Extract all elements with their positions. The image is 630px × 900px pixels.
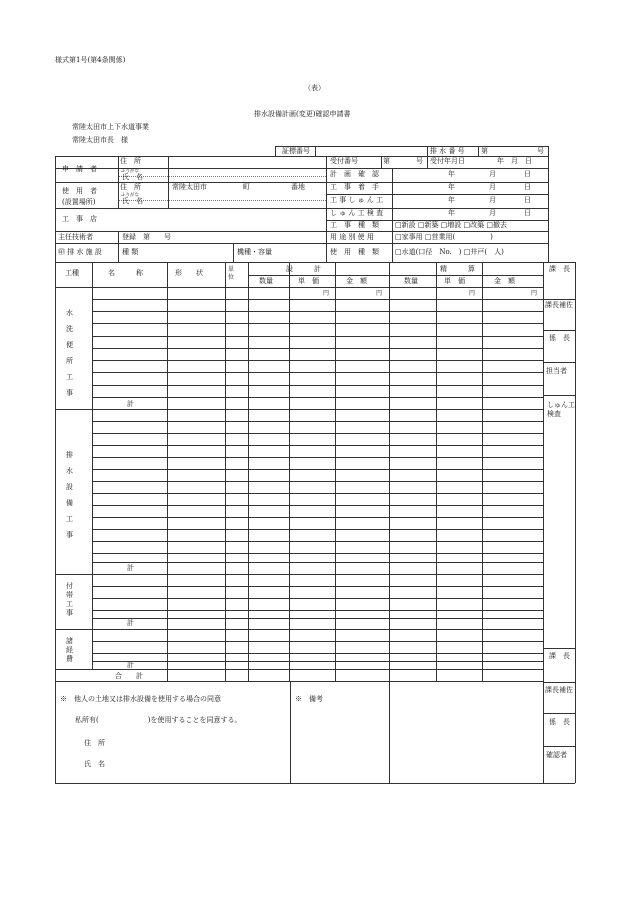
applicant-label: 申 請 者 bbox=[62, 165, 97, 173]
table-rule bbox=[92, 445, 543, 446]
design-amount: 金 額 bbox=[346, 277, 367, 285]
drain-number-go: 号 bbox=[537, 147, 544, 155]
table-rule bbox=[92, 336, 543, 337]
addressee-line1: 常陸太田市上下水道事業 bbox=[72, 123, 149, 131]
col-name: 名 称 bbox=[108, 269, 143, 277]
table-rule bbox=[225, 262, 226, 681]
table-rule bbox=[55, 669, 543, 670]
stamp-person-in-charge: 担当者 bbox=[546, 367, 567, 375]
work-type-options[interactable]: □新設 □新築 □増設 □改築 □撤去 bbox=[395, 221, 507, 229]
plan-confirm-label: 計 画 確 認 bbox=[330, 170, 379, 178]
settle-amount-yen: 円 bbox=[531, 290, 538, 297]
table-rule bbox=[92, 385, 543, 386]
table-rule bbox=[248, 262, 249, 681]
design-qty: 数量 bbox=[259, 277, 273, 285]
table-rule bbox=[543, 713, 575, 714]
table-rule bbox=[543, 682, 575, 683]
applicant-address-label: 住 所 bbox=[120, 157, 141, 165]
col-work-type: 工種 bbox=[65, 269, 79, 277]
user-city: 常陸太田市 bbox=[172, 183, 207, 191]
table-rule bbox=[436, 262, 437, 681]
stamp-chief-top: 課 長 bbox=[549, 265, 570, 273]
stamp-chief-bottom: 課 長 bbox=[549, 652, 570, 660]
table-rule bbox=[543, 362, 575, 363]
drain-facility-label: ㊞ 排 水 施 設 bbox=[58, 248, 102, 256]
settle-unit-price: 単 価 bbox=[444, 277, 465, 285]
section-incidental-work: 付帯工事 bbox=[66, 582, 73, 617]
settle-amount: 金 額 bbox=[494, 277, 515, 285]
facility-kind-label: 種 類 bbox=[122, 248, 139, 256]
table-rule bbox=[92, 586, 543, 587]
table-rule bbox=[92, 469, 543, 470]
table-rule bbox=[543, 395, 575, 396]
plan-confirm-year: 年 bbox=[448, 170, 455, 178]
table-rule bbox=[335, 262, 336, 681]
remarks-label: ※ 備考 bbox=[295, 695, 323, 703]
table-rule bbox=[290, 681, 291, 783]
subtotal-toilet: 計 bbox=[127, 400, 134, 408]
usage-purpose-label: 用 途 別 使 用 bbox=[330, 233, 374, 241]
user-town: 町 bbox=[243, 183, 250, 191]
table-rule bbox=[543, 299, 575, 300]
table-rule bbox=[543, 746, 575, 747]
table-rule bbox=[92, 493, 543, 494]
table-rule bbox=[248, 275, 389, 276]
table-rule bbox=[543, 648, 575, 649]
installation-place-label: (設置場所) bbox=[62, 198, 96, 206]
table-rule bbox=[92, 529, 543, 530]
table-rule bbox=[289, 262, 290, 681]
user-address-label: 住 所 bbox=[120, 183, 141, 191]
table-rule bbox=[92, 641, 543, 642]
plan-confirm-day: 日 bbox=[524, 170, 531, 178]
completion-inspection-label: し ゅ ん 工 検 査 bbox=[330, 209, 384, 217]
form-number: 様式第1号(第4条関係) bbox=[55, 56, 126, 64]
table-rule bbox=[92, 299, 543, 300]
inspection-day: 日 bbox=[524, 209, 531, 217]
table-rule bbox=[389, 275, 543, 276]
table-rule bbox=[92, 481, 543, 482]
col-shape: 形 状 bbox=[175, 269, 203, 277]
receipt-go: 号 bbox=[416, 157, 423, 165]
table-rule bbox=[389, 262, 390, 681]
table-rule bbox=[92, 661, 543, 662]
stamp-section-head-bottom: 係 長 bbox=[549, 718, 570, 726]
consent-address-label: 住 所 bbox=[84, 739, 105, 747]
table-rule bbox=[55, 681, 56, 783]
table-rule bbox=[92, 262, 93, 669]
proof-number-label: 証標番号 bbox=[282, 147, 310, 155]
plan-confirm-month: 月 bbox=[489, 170, 496, 178]
usage-purpose-options[interactable]: □家事用 □営業用( ) bbox=[395, 233, 493, 241]
table-rule bbox=[92, 311, 543, 312]
subtotal-drain: 計 bbox=[127, 564, 134, 572]
addressee-line2: 常陸太田市長 様 bbox=[72, 136, 128, 144]
table-rule bbox=[92, 553, 543, 554]
table-rule bbox=[92, 598, 543, 599]
table-rule bbox=[55, 409, 543, 410]
table-rule bbox=[55, 783, 575, 784]
receipt-number-label: 受付番号 bbox=[330, 157, 358, 165]
table-rule bbox=[92, 541, 543, 542]
col-design: 設 計 bbox=[286, 265, 321, 273]
table-rule bbox=[92, 397, 543, 398]
work-complete-month: 月 bbox=[489, 196, 496, 204]
user-banchi: 番地 bbox=[291, 183, 305, 191]
col-settlement: 精 算 bbox=[440, 265, 475, 273]
table-rule bbox=[92, 618, 543, 619]
table-rule bbox=[55, 262, 575, 263]
section-toilet-work: 水洗便所工事 bbox=[66, 309, 73, 397]
user-label: 使 用 者 bbox=[62, 187, 97, 195]
registration-number: 登録 第 号 bbox=[122, 233, 171, 241]
work-start-day: 日 bbox=[524, 183, 531, 191]
table-rule bbox=[482, 262, 483, 681]
table-rule bbox=[167, 262, 168, 681]
receipt-dai: 第 bbox=[383, 157, 390, 165]
table-rule bbox=[92, 562, 543, 563]
user-name-label: 氏 名 bbox=[122, 197, 143, 205]
table-rule bbox=[92, 610, 543, 611]
table-rule bbox=[55, 629, 543, 630]
table-rule bbox=[92, 433, 543, 434]
work-start-month: 月 bbox=[489, 183, 496, 191]
model-capacity-label: 機種・容量 bbox=[237, 248, 272, 256]
drain-number-dai: 第 bbox=[481, 147, 488, 155]
inspection-year: 年 bbox=[448, 209, 455, 217]
contractor-label: 工 事 店 bbox=[62, 215, 97, 223]
consent-name-label: 氏 名 bbox=[84, 760, 105, 768]
stamp-deputy-bottom: 課長補佐 bbox=[545, 686, 573, 694]
design-unit-price: 単 価 bbox=[298, 277, 319, 285]
usage-type-options[interactable]: □水道(口径 No. ) □井戸( 人) bbox=[395, 248, 504, 256]
subtotal-incidental: 計 bbox=[127, 619, 134, 627]
table-rule bbox=[389, 681, 390, 783]
table-rule bbox=[55, 262, 56, 681]
table-rule bbox=[543, 330, 575, 331]
work-start-year: 年 bbox=[448, 183, 455, 191]
table-rule bbox=[55, 681, 543, 682]
subtotal-overhead: 計 bbox=[127, 661, 134, 669]
consent-title: ※ 他人の土地又は排水設備を使用する場合の同意 bbox=[60, 695, 221, 703]
table-rule bbox=[55, 287, 543, 288]
table-rule bbox=[92, 348, 543, 349]
work-complete-label: 工 事 し ゅ ん 工 bbox=[330, 196, 384, 204]
consent-text: 私所有( )を使用することを同意する。 bbox=[75, 716, 242, 724]
stamp-section-head-top: 係 長 bbox=[549, 334, 570, 342]
receipt-date-label: 受付年月日 bbox=[430, 157, 465, 165]
settle-qty: 数量 bbox=[404, 277, 418, 285]
table-rule bbox=[55, 574, 543, 575]
page-side-label: （表） bbox=[304, 84, 325, 92]
table-rule bbox=[92, 653, 543, 654]
work-complete-day: 日 bbox=[524, 196, 531, 204]
receipt-date-value: 年 月 日 bbox=[497, 157, 532, 165]
grand-total: 合 計 bbox=[115, 672, 143, 680]
work-start-label: 工 事 着 手 bbox=[330, 183, 379, 191]
applicant-furigana: ふりがな bbox=[121, 169, 139, 174]
section-overhead: 諸経費 bbox=[66, 637, 73, 663]
table-rule bbox=[92, 372, 543, 373]
table-rule bbox=[92, 360, 543, 361]
usage-type-label: 使 用 種 類 bbox=[330, 248, 379, 256]
inspection-month: 月 bbox=[489, 209, 496, 217]
design-amount-yen: 円 bbox=[376, 290, 383, 297]
table-rule bbox=[92, 517, 543, 518]
table-rule bbox=[92, 421, 543, 422]
col-unit: 単位 bbox=[228, 266, 235, 281]
table-rule bbox=[92, 457, 543, 458]
work-complete-year: 年 bbox=[448, 196, 455, 204]
table-rule bbox=[92, 505, 543, 506]
table-rule bbox=[575, 262, 576, 783]
section-drain-facility-work: 排水設備工事 bbox=[66, 451, 73, 539]
chief-engineer-label: 主任技術者 bbox=[58, 233, 93, 241]
stamp-deputy-top: 課長補佐 bbox=[545, 301, 573, 309]
design-price-yen: 円 bbox=[323, 290, 330, 297]
drain-number-label: 排 水 番 号 bbox=[430, 147, 465, 155]
form-title: 排水設備計画(変更)確認申請書 bbox=[254, 110, 351, 118]
table-rule bbox=[543, 262, 544, 783]
work-type-label: 工 事 種 類 bbox=[330, 221, 379, 229]
table-rule bbox=[92, 323, 543, 324]
stamp-completion-inspection: しゅん工検査 bbox=[547, 401, 575, 418]
settle-price-yen: 円 bbox=[469, 290, 476, 297]
applicant-name-label: 氏 名 bbox=[122, 173, 143, 181]
stamp-confirmer: 確認者 bbox=[546, 751, 567, 759]
user-furigana: ふりがな bbox=[121, 193, 139, 198]
